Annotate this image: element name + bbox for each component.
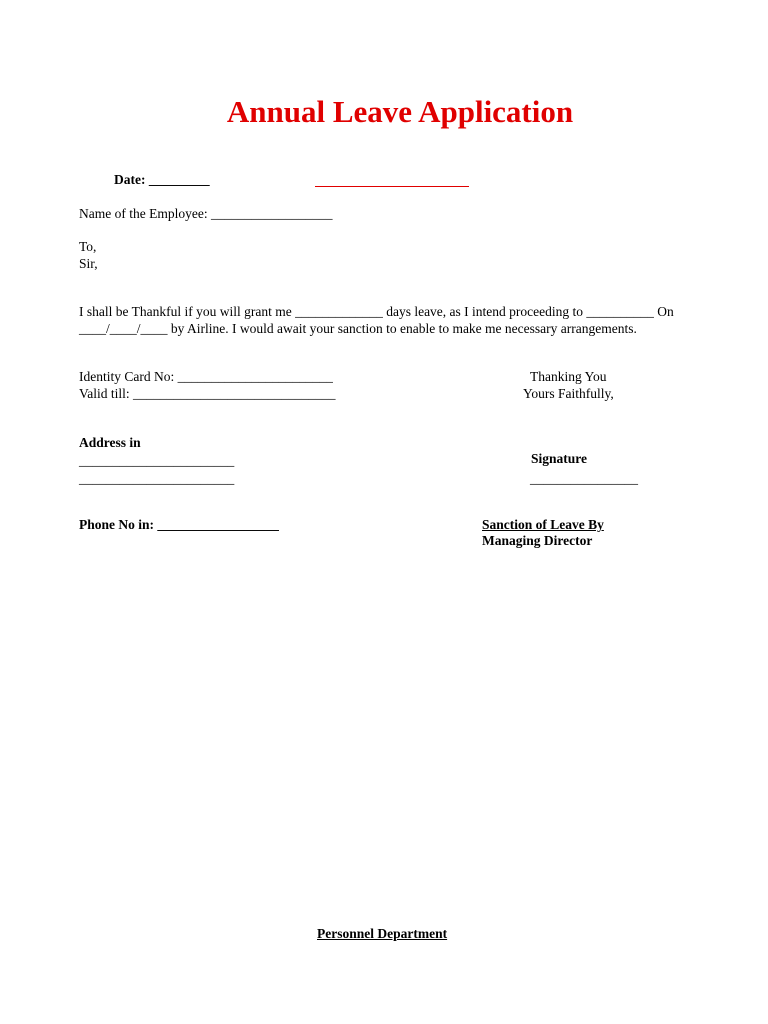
address-label: Address in xyxy=(79,435,141,450)
date-field[interactable]: Date: _________ xyxy=(114,172,210,187)
body-line-2: ____/____/____ by Airline. I would await your sanction to enable to make me necessary arrangements. xyxy=(79,321,637,336)
body-line-1: I shall be Thankful if you will grant me _____________ days leave, as I intend proceeding to __________ On xyxy=(79,304,674,319)
closing-yours: Yours Faithfully, xyxy=(523,386,614,401)
address-line-2[interactable]: _______________________ xyxy=(79,471,235,486)
phone-field[interactable]: Phone No in: __________________ xyxy=(79,517,279,532)
salutation-sir: Sir, xyxy=(79,256,98,271)
identity-card-field[interactable]: Identity Card No: _______________________ xyxy=(79,369,333,384)
salutation-to: To, xyxy=(79,239,97,254)
sanction-managing-director: Managing Director xyxy=(482,533,593,548)
red-underline-field[interactable] xyxy=(315,172,469,187)
signature-label: Signature xyxy=(531,451,588,466)
address-line-1[interactable]: _______________________ xyxy=(79,453,235,468)
valid-till-field[interactable]: Valid till: ______________________________ xyxy=(79,386,336,401)
sanction-label: Sanction of Leave By xyxy=(482,517,604,532)
footer-department: Personnel Department xyxy=(317,926,448,941)
page-title: Annual Leave Application xyxy=(226,94,574,129)
signature-line[interactable]: ________________ xyxy=(530,471,638,486)
employee-name-field[interactable]: Name of the Employee: __________________ xyxy=(79,206,333,221)
closing-thanks: Thanking You xyxy=(530,369,607,384)
